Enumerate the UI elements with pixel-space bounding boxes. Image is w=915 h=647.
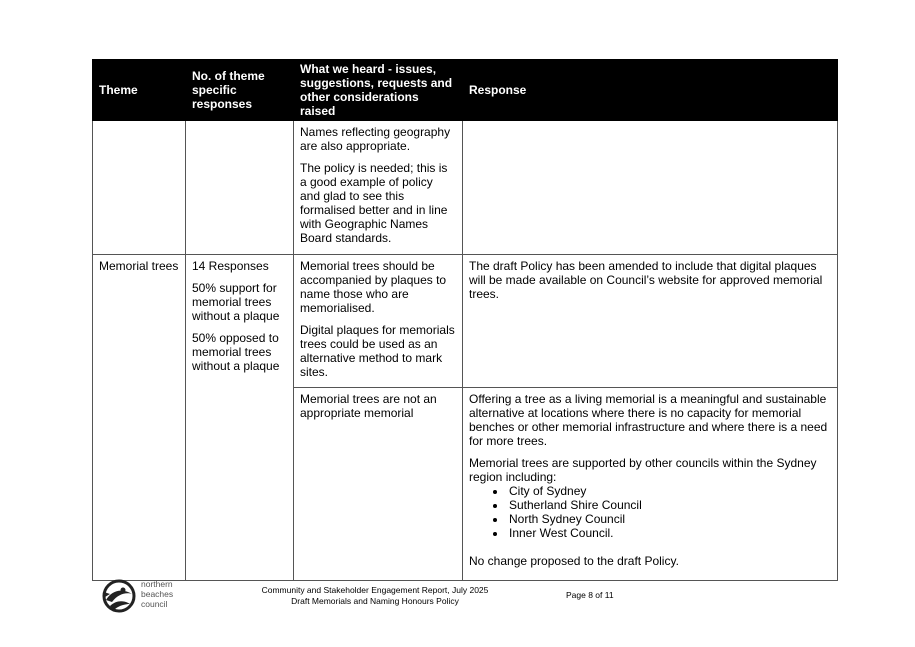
page-footer bbox=[0, 576, 915, 626]
heard-text: Names reflecting geography are also appropriate. bbox=[300, 125, 451, 153]
heard-cell bbox=[294, 388, 463, 581]
list-item: • Inner West Council. bbox=[507, 526, 831, 540]
response-cell bbox=[463, 121, 838, 255]
responses-cell bbox=[186, 255, 294, 581]
header-theme: Theme bbox=[93, 60, 186, 121]
responses-support: 50% support for memorial trees without a plaque bbox=[192, 281, 280, 323]
list-item: • North Sydney Council bbox=[507, 512, 831, 526]
response-text: Offering a tree as a living memorial is a meaningful and sustainable alternative at locations where there is no capacity for memorial benches or other memorial infrastructure and where there is a need for more trees. bbox=[469, 392, 828, 448]
engagement-table bbox=[92, 59, 838, 581]
table-header-row bbox=[93, 60, 838, 121]
heard-cell bbox=[294, 121, 463, 255]
header-what-we-heard: What we heard - issues, suggestions, requests and other considerations raised bbox=[294, 60, 463, 121]
response-text: No change proposed to the draft Policy. bbox=[469, 554, 679, 568]
response-text: Memorial trees are supported by other councils within the Sydney region including: bbox=[469, 456, 817, 484]
theme-cell bbox=[93, 255, 186, 581]
footer-titles bbox=[230, 585, 520, 607]
council-list bbox=[469, 484, 831, 540]
logo-line: council bbox=[141, 599, 168, 609]
heard-text: Memorial trees should be accompanied by plaques to name those who are memorialised. bbox=[300, 259, 447, 315]
theme-cell bbox=[93, 121, 186, 255]
response-text: The draft Policy has been amended to include that digital plaques will be made available on Council’s website for approved memorial trees. bbox=[469, 259, 823, 301]
page-number: Page 8 of 11 bbox=[566, 590, 614, 600]
table-row bbox=[93, 255, 838, 388]
response-cell bbox=[463, 388, 838, 581]
responses-opposed: 50% opposed to memorial trees without a plaque bbox=[192, 331, 280, 373]
heard-cell bbox=[294, 255, 463, 388]
council-logo-icon bbox=[100, 578, 138, 614]
heard-text: Memorial trees are not an appropriate memorial bbox=[300, 392, 437, 420]
heard-text: The policy is needed; this is a good example of policy and glad to see this formalised better and in line with Geographic Names Board standards. bbox=[300, 161, 448, 245]
logo-wordmark bbox=[141, 579, 173, 609]
heard-text: Digital plaques for memorials trees could be used as an alternative method to mark sites. bbox=[300, 323, 455, 379]
list-item: • City of Sydney bbox=[507, 484, 831, 498]
response-cell bbox=[463, 255, 838, 388]
logo-line: beaches bbox=[141, 589, 174, 599]
table-row bbox=[93, 121, 838, 255]
logo-line: northern bbox=[141, 579, 173, 589]
responses-cell bbox=[186, 121, 294, 255]
responses-count: 14 Responses bbox=[192, 259, 269, 273]
theme-text: Memorial trees bbox=[99, 259, 179, 273]
policy-title: Draft Memorials and Naming Honours Policy bbox=[291, 596, 459, 606]
report-title: Community and Stakeholder Engagement Report, July 2025 bbox=[261, 585, 489, 595]
list-item: • Sutherland Shire Council bbox=[507, 498, 831, 512]
header-response: Response bbox=[463, 60, 838, 121]
header-responses: No. of theme specific responses bbox=[186, 60, 294, 121]
